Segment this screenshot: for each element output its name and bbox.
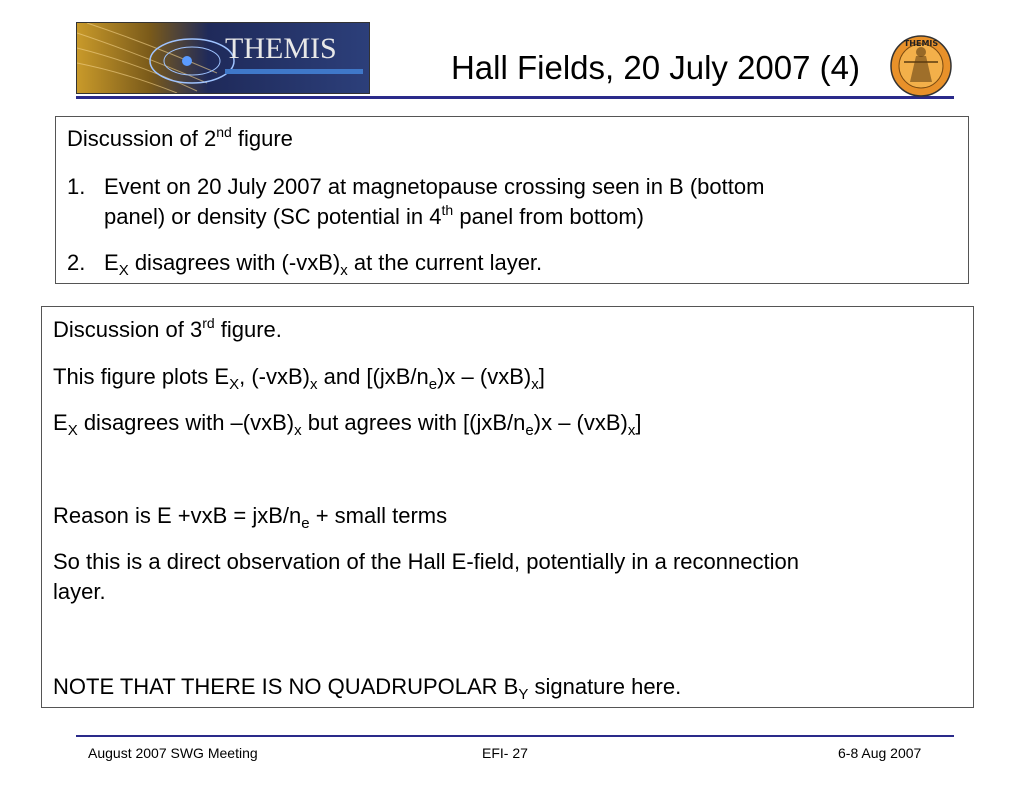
plots-line: This figure plots $E_X$, $(-vxB)_x$ and $[(jxB/n_e)x - (vxB)_x]$	[53, 364, 545, 393]
discussion-box-3rd-figure	[41, 306, 974, 708]
direct-observation-line-1: So this is a direct observation of the Hall E-field, potentially in a reconnection	[53, 549, 799, 574]
item-1-line-1: Event on 20 July 2007 at magnetopause crossing seen in B (bottom	[104, 174, 765, 199]
header-rule	[76, 96, 954, 99]
item-2-text: $E_X$ disagrees with $(-vxB)_x$ at the current layer.	[104, 250, 543, 279]
item-1-line-2: panel) or density (SC potential in 4th panel from bottom)	[104, 202, 644, 229]
item-1-number: 1.	[67, 174, 86, 199]
box1-heading: Discussion of 2nd figure	[67, 124, 293, 151]
footer-date: 6-8 Aug 2007	[838, 745, 922, 761]
banner-logo-text: THEMIS	[225, 32, 337, 65]
themis-emblem-logo	[888, 34, 954, 98]
footer-rule	[76, 735, 954, 737]
note-line: NOTE THAT THERE IS NO QUADRUPOLAR $B_Y$ signature here.	[53, 674, 682, 703]
reason-line: Reason is E +vxB = jxB/$n_e$ + small terms	[53, 503, 448, 532]
box2-heading: Discussion of 3rd figure.	[53, 315, 282, 342]
discussion-box-2nd-figure	[55, 116, 969, 284]
footer-page-number: EFI- 27	[482, 745, 528, 761]
footer-meeting: August 2007 SWG Meeting	[88, 745, 258, 761]
direct-observation-line-2: layer.	[53, 579, 106, 604]
emblem-text: THEMIS	[903, 39, 939, 48]
disagree-line: $E_X$ disagrees with $-(vxB)_x$ but agrees with $[(jxB/n_e)x - (vxB)_x]$	[53, 410, 642, 439]
slide-title: Hall Fields, 20 July 2007 (4)	[450, 49, 860, 86]
item-2-number: 2.	[67, 250, 86, 275]
themis-banner-logo	[76, 22, 370, 94]
